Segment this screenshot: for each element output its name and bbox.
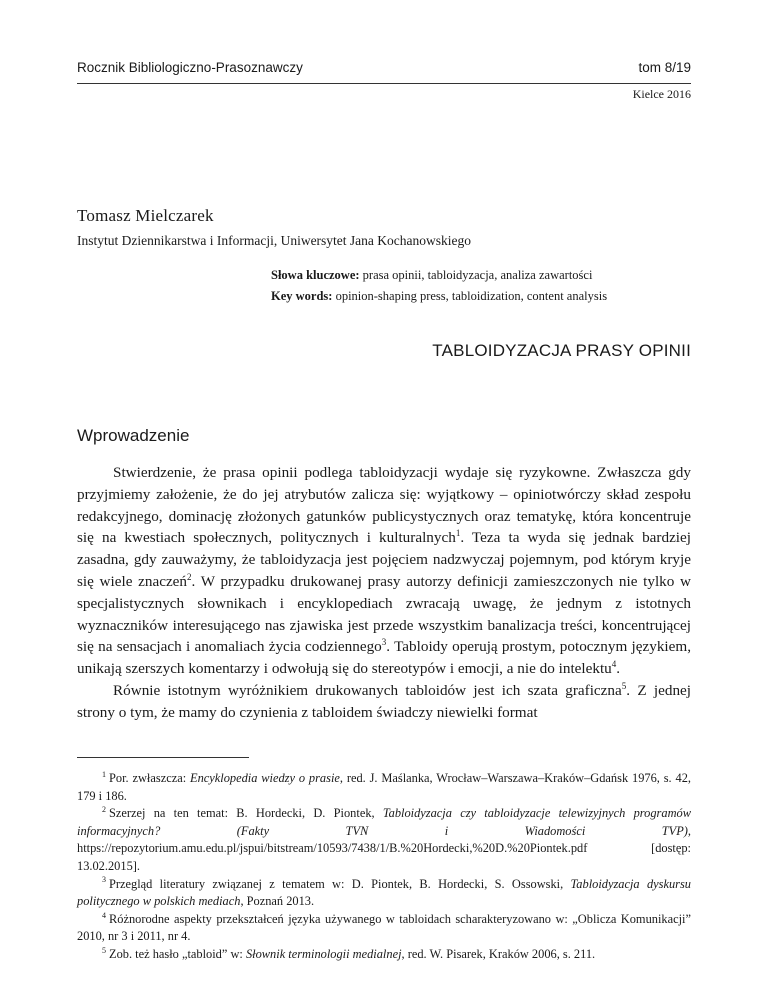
- footnote-number: 2: [102, 805, 106, 815]
- paragraph-2: [77, 680, 691, 724]
- body-text: [77, 462, 691, 724]
- author-affiliation: Instytut Dziennikarstwa i Informacji, Uniwersytet Jana Kochanowskiego: [77, 233, 472, 248]
- footnote-text: Szerzej na ten temat: B. Hordecki, D. Piontek,: [109, 806, 383, 821]
- text-run: Równie istotnym wyróżnikiem drukowanych tabloidów jest ich szata graficzna: [113, 681, 622, 699]
- footnote-number: 1: [102, 769, 106, 779]
- text-run: . W przypadku drukowanej prasy autorzy definicji zamieszczonych nie tylko w specjalistycznych słownikach i encyklopediach zwracają uwagę, że jednym z istotnych wyznaczników interesującego nas zjawiska jest przede wszystkim banalizacja treści, koncentrującej się na sensacjach i anomaliach życia codziennego: [77, 572, 691, 656]
- footnote-title: Tabloidyzacja dyskursu politycznego w polskich mediach: [77, 876, 691, 909]
- footnote-title: Słownik terminologii medialnej: [245, 946, 402, 961]
- journal-name: Rocznik Bibliologiczno-Prasoznawczy: [77, 60, 303, 75]
- footnote-number: 5: [102, 945, 106, 955]
- keywords-pl-value: prasa opinii, tabloidyzacja, analiza zawartości: [359, 268, 593, 282]
- footnote-ref-4[interactable]: 4: [611, 659, 617, 670]
- footnote-text: , red. J. Maślanka, Wrocław–Warszawa–Kraków–Gdańsk 1976, s. 42, 179 i 186.: [77, 771, 691, 803]
- keywords-en-value: opinion-shaping press, tabloidization, content analysis: [332, 289, 608, 303]
- text-run: . Z jednej strony o tym, że mamy do czynienia z tabloidem świadczy niewielki format: [77, 681, 691, 721]
- footnote-ref-2[interactable]: 2: [187, 571, 192, 582]
- footnote-5: [77, 946, 691, 964]
- text-run: . Tabloidy operują prostym, potocznym językiem, unikają szerszych komentarzy i odwołują się do stereotypów i emocji, a nie do intelektu: [77, 638, 692, 678]
- author-name: Tomasz Mielczarek: [77, 206, 214, 225]
- footnote-title: Encyklopedia wiedzy o prasie: [190, 771, 340, 785]
- footnote-link-text[interactable]: , https://repozytorium.amu.edu.pl/jspui/bitstream/10593/7438/1/B.%20Hordecki,%20D.%20Piontek.pdf [dostęp: 13.02.2015].: [77, 823, 691, 873]
- footnote-text: Zob. też hasło „tabloid” w:: [109, 946, 246, 961]
- section-heading: Wprowadzenie: [77, 426, 190, 445]
- footnote-ref-3[interactable]: 3: [381, 637, 387, 648]
- footnote-text: Por. zwłaszcza:: [109, 771, 190, 785]
- text-run: .: [616, 660, 621, 678]
- footnote-4: [77, 911, 691, 946]
- footnote-number: 3: [102, 875, 106, 885]
- footnote-rule: [77, 757, 249, 758]
- article-title: TABLOIDYZACJA PRASY OPINII: [432, 341, 691, 360]
- footnote-text: Przegląd literatury związanej z tematem w: D. Piontek, B. Hordecki, S. Ossowski,: [109, 876, 571, 891]
- text-run: . Teza ta wyda się jednak bardziej zasadna, gdy zauważymy, że tabloidyzacja jest pojęciem nadzwyczaj pojemnym, pod którym kryje się wiele znaczeń: [77, 529, 691, 590]
- footnote-3: [77, 876, 691, 911]
- header-rule: [77, 83, 691, 84]
- footnote-2: [77, 805, 691, 875]
- footnote-ref-5[interactable]: 5: [621, 680, 627, 691]
- keywords-en: [271, 286, 607, 307]
- footnotes: [77, 770, 691, 964]
- volume-number: tom 8/19: [638, 60, 691, 75]
- footnote-1: [77, 770, 691, 805]
- footnote-number: 4: [102, 910, 106, 920]
- footnote-title: Tabloidyzacja czy tabloidyzacje telewizyjnych programów informacyjnych? (Fakty TVN i Wiadomości TVP): [77, 806, 691, 838]
- keywords-en-label: Key words:: [271, 289, 333, 303]
- footnote-text: , Poznań 2013.: [240, 894, 315, 909]
- paragraph-1: [77, 462, 691, 680]
- keywords-block: [271, 265, 607, 307]
- footnote-text: , red. W. Pisarek, Kraków 2006, s. 211.: [401, 946, 596, 961]
- keywords-pl: [271, 265, 607, 286]
- keywords-pl-label: Słowa kluczowe:: [271, 268, 360, 282]
- place-year: Kielce 2016: [632, 87, 691, 101]
- footnote-ref-1[interactable]: 1: [455, 528, 461, 539]
- footnote-text: Różnorodne aspekty przekształceń języka używanego w tabloidach scharakteryzowano w: „Oblicza Komunikacji” 2010, nr 3 i 2011, nr 4.: [77, 911, 691, 944]
- text-run: Stwierdzenie, że prasa opinii podlega tabloidyzacji wydaje się ryzykowne. Zwłaszcza gdy przyjmiemy założenie, że do jej atrybutów zalicza się: wyjątkowy – opiniotwórczy skład zespołu redakcyjnego, dominację złożonych gatunków publicystycznych oraz tematykę, która koncentruje się na kwestiach społecznych, politycznych i kulturalnych: [77, 464, 691, 547]
